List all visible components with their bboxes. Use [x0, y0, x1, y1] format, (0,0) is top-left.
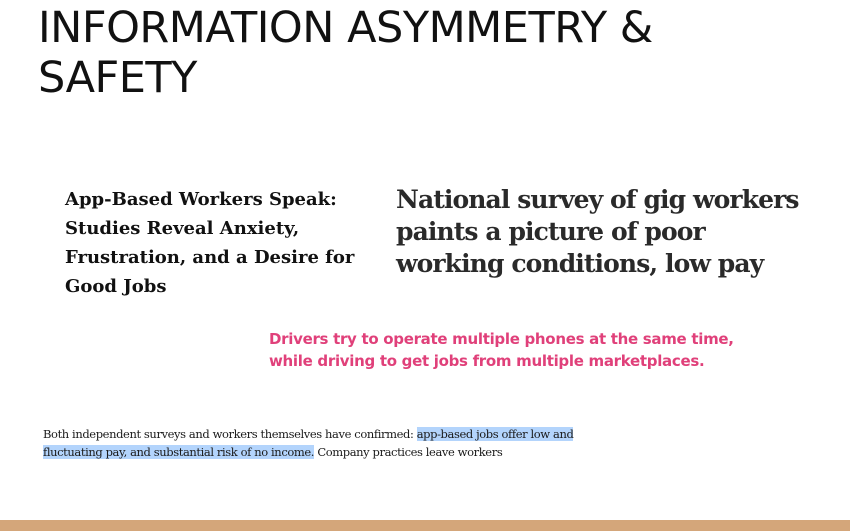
- slide-title: INFORMATION ASYMMETRY & SAFETY: [38, 3, 653, 103]
- excerpt-highlighted-text: app-based jobs offer low and fluctuating pay, and substantial risk of no income.: [43, 427, 574, 459]
- bottom-accent-bar: [0, 520, 850, 531]
- article-excerpt: [43, 426, 603, 466]
- article-headline-workers-speak: App-Based Workers Speak: Studies Reveal Anxiety, Frustration, and a Desire for Good Jobs: [65, 189, 355, 297]
- article-headline-national-survey: National survey of gig workers paints a picture of poor working conditions, low pay: [396, 185, 799, 278]
- excerpt-lead-text: Both independent surveys and workers themselves have confirmed:: [43, 427, 417, 441]
- callout-drivers-phones: Drivers try to operate multiple phones at the same time, while driving to get jobs from multiple marketplaces.: [269, 330, 734, 370]
- excerpt-tail-text: Company practices leave workers: [314, 444, 503, 459]
